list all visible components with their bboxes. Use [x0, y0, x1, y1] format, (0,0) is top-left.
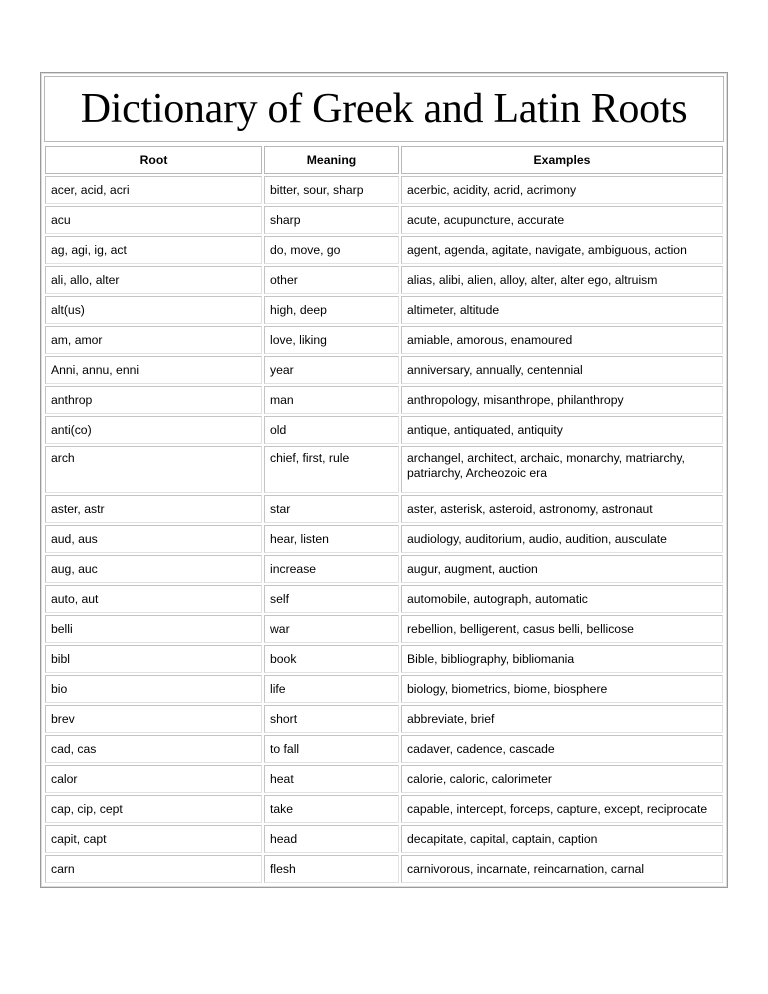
table-row [45, 386, 723, 414]
roots-table [43, 144, 725, 885]
cell-root: am, amor [45, 326, 262, 354]
cell-examples: archangel, architect, archaic, monarchy, matriarchy, patriarchy, Archeozoic era [401, 446, 723, 493]
table-row [45, 176, 723, 204]
cell-root: acer, acid, acri [45, 176, 262, 204]
table-row [45, 236, 723, 264]
cell-root: aug, auc [45, 555, 262, 583]
table-row [45, 206, 723, 234]
cell-meaning: sharp [264, 206, 399, 234]
table-body [45, 176, 723, 883]
cell-examples: anthropology, misanthrope, philanthropy [401, 386, 723, 414]
cell-meaning: head [264, 825, 399, 853]
cell-meaning: take [264, 795, 399, 823]
document-title: Dictionary of Greek and Latin Roots [80, 86, 688, 132]
cell-meaning: high, deep [264, 296, 399, 324]
table-row [45, 705, 723, 733]
cell-meaning: book [264, 645, 399, 673]
cell-root: brev [45, 705, 262, 733]
cell-examples: acute, acupuncture, accurate [401, 206, 723, 234]
table-row [45, 326, 723, 354]
cell-meaning: self [264, 585, 399, 613]
header-examples: Examples [401, 146, 723, 174]
title-cell [44, 76, 724, 142]
cell-root: capit, capt [45, 825, 262, 853]
cell-examples: cadaver, cadence, cascade [401, 735, 723, 763]
cell-meaning: bitter, sour, sharp [264, 176, 399, 204]
cell-meaning: short [264, 705, 399, 733]
cell-examples: altimeter, altitude [401, 296, 723, 324]
table-row [45, 446, 723, 493]
cell-examples: Bible, bibliography, bibliomania [401, 645, 723, 673]
header-row [45, 146, 723, 174]
cell-meaning: old [264, 416, 399, 444]
cell-examples: capable, intercept, forceps, capture, except, reciprocate [401, 795, 723, 823]
cell-examples: calorie, caloric, calorimeter [401, 765, 723, 793]
table-row [45, 645, 723, 673]
cell-root: aud, aus [45, 525, 262, 553]
cell-root: ali, allo, alter [45, 266, 262, 294]
table-row [45, 795, 723, 823]
header-root: Root [45, 146, 262, 174]
cell-meaning: star [264, 495, 399, 523]
cell-root: carn [45, 855, 262, 883]
cell-examples: alias, alibi, alien, alloy, alter, alter ego, altruism [401, 266, 723, 294]
cell-meaning: hear, listen [264, 525, 399, 553]
cell-root: aster, astr [45, 495, 262, 523]
cell-meaning: love, liking [264, 326, 399, 354]
cell-examples: antique, antiquated, antiquity [401, 416, 723, 444]
cell-examples: anniversary, annually, centennial [401, 356, 723, 384]
cell-root: arch [45, 446, 262, 493]
table-row [45, 525, 723, 553]
table-row [45, 765, 723, 793]
cell-meaning: man [264, 386, 399, 414]
cell-meaning: do, move, go [264, 236, 399, 264]
cell-examples: agent, agenda, agitate, navigate, ambiguous, action [401, 236, 723, 264]
cell-root: auto, aut [45, 585, 262, 613]
header-meaning: Meaning [264, 146, 399, 174]
table-row [45, 735, 723, 763]
cell-root: alt(us) [45, 296, 262, 324]
table-row [45, 495, 723, 523]
cell-meaning: war [264, 615, 399, 643]
table-row [45, 855, 723, 883]
cell-root: calor [45, 765, 262, 793]
cell-examples: acerbic, acidity, acrid, acrimony [401, 176, 723, 204]
table-row [45, 296, 723, 324]
table-row [45, 356, 723, 384]
cell-root: bibl [45, 645, 262, 673]
cell-root: Anni, annu, enni [45, 356, 262, 384]
cell-meaning: year [264, 356, 399, 384]
cell-root: cap, cip, cept [45, 795, 262, 823]
table-row [45, 825, 723, 853]
cell-root: anthrop [45, 386, 262, 414]
cell-root: ag, agi, ig, act [45, 236, 262, 264]
table-row [45, 585, 723, 613]
cell-examples: amiable, amorous, enamoured [401, 326, 723, 354]
cell-examples: audiology, auditorium, audio, audition, ausculate [401, 525, 723, 553]
cell-meaning: increase [264, 555, 399, 583]
table-row [45, 615, 723, 643]
roots-document [40, 72, 728, 888]
cell-examples: carnivorous, incarnate, reincarnation, carnal [401, 855, 723, 883]
table-row [45, 675, 723, 703]
cell-examples: abbreviate, brief [401, 705, 723, 733]
cell-examples: aster, asterisk, asteroid, astronomy, astronaut [401, 495, 723, 523]
cell-examples: augur, augment, auction [401, 555, 723, 583]
cell-examples: rebellion, belligerent, casus belli, bellicose [401, 615, 723, 643]
cell-root: bio [45, 675, 262, 703]
cell-root: cad, cas [45, 735, 262, 763]
cell-meaning: chief, first, rule [264, 446, 399, 493]
cell-root: acu [45, 206, 262, 234]
cell-meaning: flesh [264, 855, 399, 883]
cell-meaning: to fall [264, 735, 399, 763]
table-row [45, 555, 723, 583]
cell-examples: biology, biometrics, biome, biosphere [401, 675, 723, 703]
cell-examples: automobile, autograph, automatic [401, 585, 723, 613]
cell-meaning: heat [264, 765, 399, 793]
cell-root: anti(co) [45, 416, 262, 444]
cell-meaning: other [264, 266, 399, 294]
cell-root: belli [45, 615, 262, 643]
table-row [45, 266, 723, 294]
cell-examples: decapitate, capital, captain, caption [401, 825, 723, 853]
table-row [45, 416, 723, 444]
cell-meaning: life [264, 675, 399, 703]
